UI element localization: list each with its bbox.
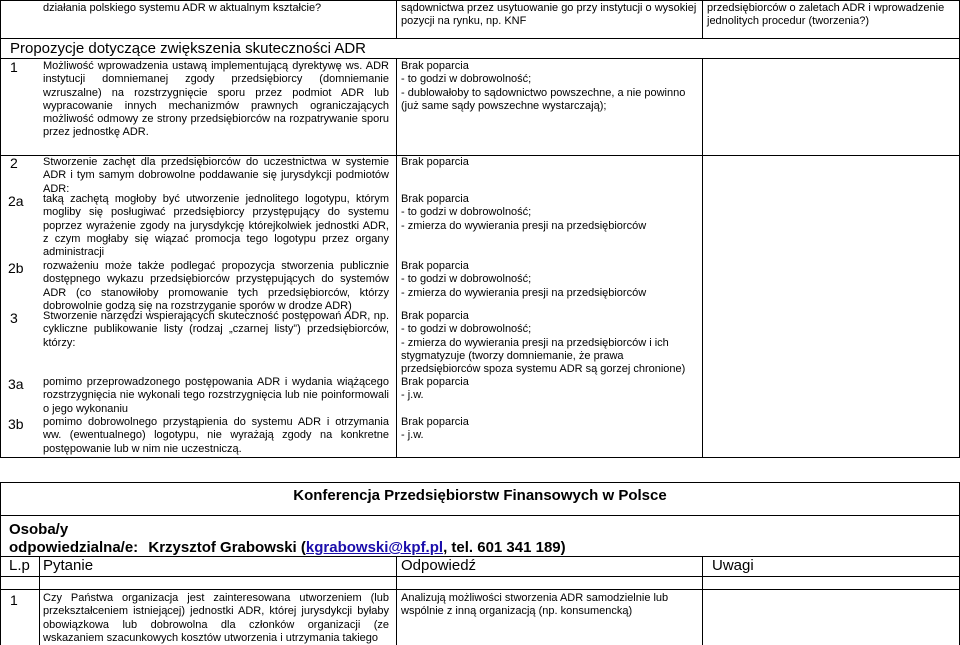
top-row-cell-1: działania polskiego systemu ADR w aktualnym kształcie?: [43, 2, 322, 14]
proposal-text: Możliwość wprowadzenia ustawą implementującą dyrektywę ws. ADR instytucji domniemanej zgody przedsiębiorcy (domniemanie wzruszalne) na rozstrzygnięcie sporu przez podmiot ADR lub wypracowanie innych mechanizmów prawnych ograniczających możliwość odmowy ze strony przedsiębiorców na rozpatrywanie sporu przez jednostkę ADR.: [43, 60, 389, 139]
email-link[interactable]: kgrabowski@kpf.pl: [305, 539, 444, 556]
row-number: 3b: [8, 416, 24, 432]
question-answer: Analizują możliwości stworzenia ADR samodzielnie lub wspólnie z inną organizacją (np. konsumencką): [401, 592, 669, 618]
proposal-answer: Brak poparcia - to godzi w dobrowolność; - dublowałoby to sądownictwo powszechne, a nie powinno (już same sądy powszechne wystarczają);: [401, 60, 686, 112]
header-uwagi: Uwagi: [712, 557, 754, 574]
row-number: 1: [10, 59, 18, 75]
proposal-answer: Brak poparcia - to godzi w dobrowolność; - zmierza do wywierania presji na przedsiębiorców: [401, 193, 647, 232]
header-odpowiedz: Odpowiedź: [401, 557, 477, 574]
row-number: 2: [10, 155, 18, 171]
organization-title: Konferencja Przedsiębiorstw Finansowych w Polsce: [293, 487, 667, 504]
header-pytanie: Pytanie: [43, 557, 94, 574]
proposal-text: pomimo przeprowadzonego postępowania ADR i wydania wiążącego rozstrzygnięcia nie wykonali tego rozstrzygnięcia lub nie poinformowali o jego wykonaniu: [43, 376, 389, 415]
question-text: Czy Państwa organizacja jest zainteresowana utworzeniem (lub przekształceniem istniejącej) jednostki ADR, której jurysdykcji byłaby obowiązkowa lub dobrowolna dla członków organizacji (ze wskazaniem szacunkowych kosztów utworzenia i utrzymania takiego: [43, 592, 389, 644]
row-number: 3: [10, 310, 18, 326]
proposal-answer: Brak poparcia - j.w.: [401, 376, 469, 402]
top-row-cell-3: przedsiębiorców o zaletach ADR i wprowadzenie jednolitych procedur (tworzenia?): [707, 2, 945, 28]
proposal-text: pomimo dobrowolnego przystąpienia do systemu ADR i otrzymania ww. (ewentualnego) logotypu, nie wyrażają zgody na konkretne postępowanie lub w nim nie uczestniczą.: [43, 416, 389, 455]
proposal-text: Stworzenie zachęt dla przedsiębiorców do uczestnictwa w systemie ADR i tym samym dobrowolne poddawanie się jurysdykcji podmiotów ADR:: [43, 156, 389, 195]
row-number: 1: [10, 592, 18, 608]
person-label-1: Osoba/y: [9, 521, 69, 538]
proposal-answer: Brak poparcia: [401, 156, 469, 168]
row-number: 2a: [8, 193, 24, 209]
phone-text: , tel. 601 341 189): [443, 539, 566, 556]
proposal-text: rozważeniu może także podlegać propozycja stworzenia publicznie dostępnego wykazu przedsiębiorców przystępujących do systemów ADR (co stanowiłoby promowanie tych przedsiębiorców, którzy dobrowolnie godzą się na rozstrzyganie sporów w drodze ADR): [43, 260, 389, 312]
row-number: 3a: [8, 376, 24, 392]
proposal-text: taką zachętą mogłoby być utworzenie jednolitego logotypu, którym mogliby się posługiwać przedsiębiorcy przystępujący do systemu poprzez wyrażenie zgody na jurysdykcję którejkolwiek jednostki ADR, z czym mogłaby się wiązać promocja tego logotypu przez organy administracji: [43, 193, 389, 259]
proposal-answer: Brak poparcia - j.w.: [401, 416, 469, 442]
section-title: Propozycje dotyczące zwiększenia skuteczności ADR: [10, 40, 366, 57]
row-number: 2b: [8, 260, 24, 276]
proposal-answer: Brak poparcia - to godzi w dobrowolność; - zmierza do wywierania presji na przedsiębiorców: [401, 260, 647, 299]
person-name: Krzysztof Grabowski: [148, 539, 297, 556]
top-row-cell-2: sądownictwa przez usytuowanie go przy instytucji o wysokiej pozycji na rynku, np. KNF: [401, 2, 697, 28]
header-lp: L.p: [9, 557, 30, 574]
proposal-answer: Brak poparcia - to godzi w dobrowolność; - zmierza do wywierania presji na przedsiębiorców i ich stygmatyzuje (tworzy domniemanie, że prawa przedsiębiorców spoza systemu ADR są gorzej chronione): [401, 310, 686, 376]
person-label-2: odpowiedzialna/e:: [9, 539, 139, 556]
responsible-person: odpowiedzialna/e: Krzysztof Grabowski (kgrabowski@kpf.pl, tel. 601 341 189): [9, 539, 566, 556]
proposal-text: Stworzenie narzędzi wspierających skuteczność postępowań ADR, np. cykliczne publikowanie listy (rodzaj „czarnej listy”) przedsiębiorców, którzy:: [43, 310, 389, 349]
